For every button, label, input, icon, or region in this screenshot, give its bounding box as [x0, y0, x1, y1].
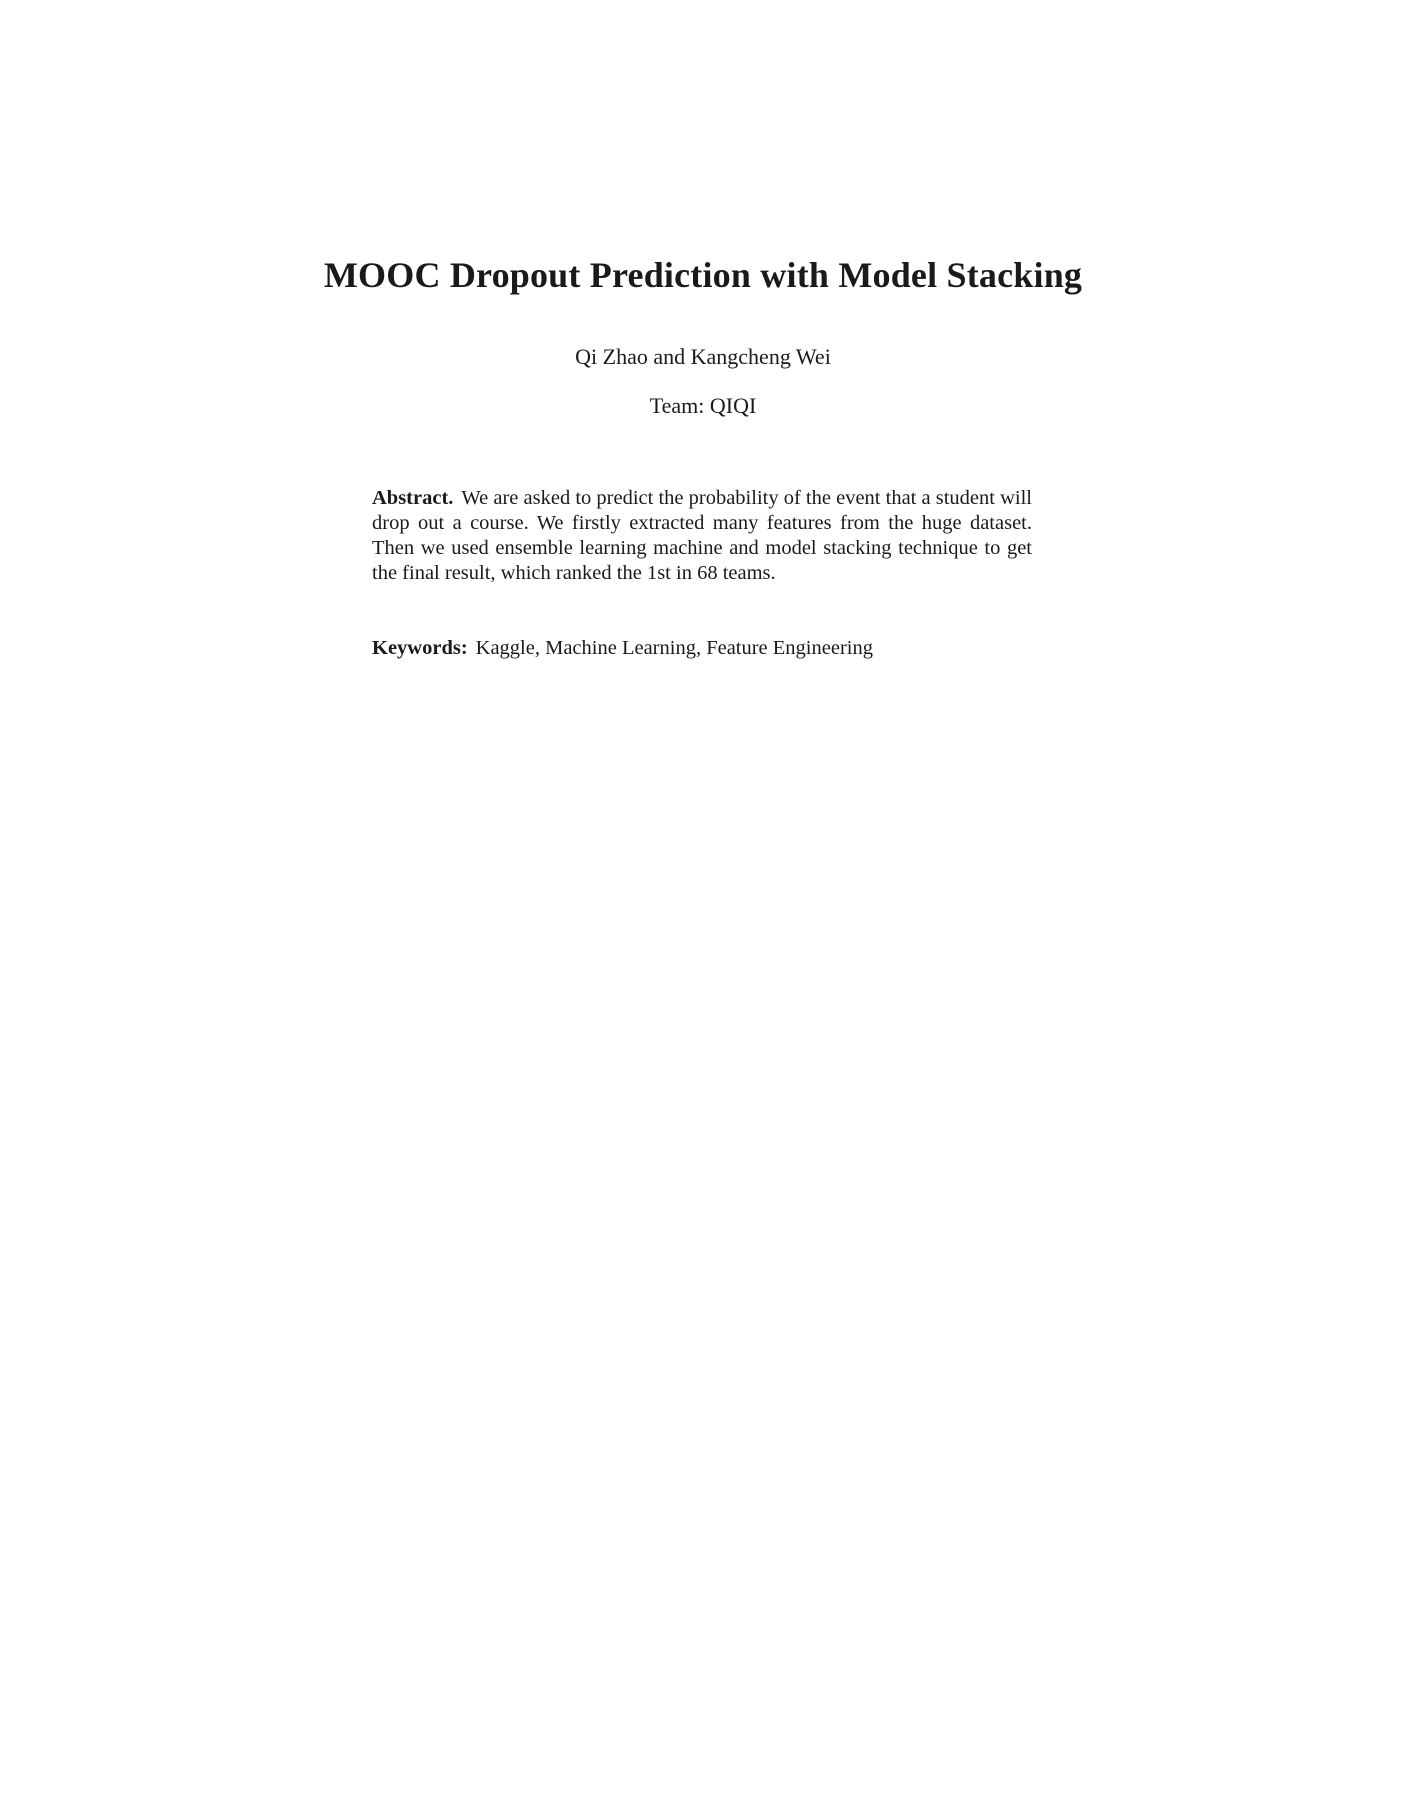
team-name: Team: QIQI — [649, 393, 757, 418]
abstract-section — [372, 486, 1032, 586]
keywords-label: Keywords: — [372, 637, 468, 659]
keywords-text: Kaggle, Machine Learning, Feature Engineering — [475, 637, 873, 659]
paper-authors: Qi Zhao and Kangcheng Wei — [575, 344, 831, 369]
abstract-label: Abstract. — [372, 487, 454, 509]
keywords-section — [372, 636, 1032, 661]
paper-title: MOOC Dropout Prediction with Model Stacking — [323, 255, 1083, 295]
abstract-text: We are asked to predict the probability of the event that a student will drop out a course. We firstly extracted many features from the huge dataset. Then we used ensemble learning machine and model stacking technique to get the final result, which ranked the 1st in 68 teams. — [372, 487, 1032, 584]
